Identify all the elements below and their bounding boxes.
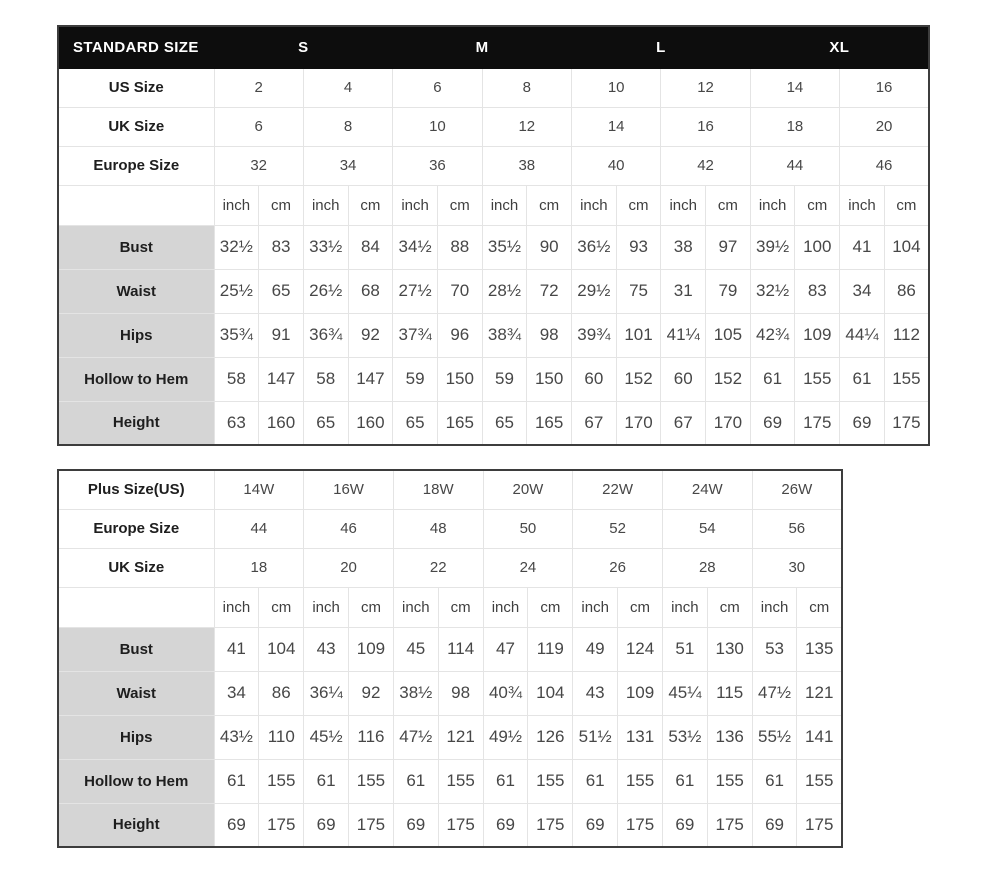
measure-row: [58, 759, 842, 803]
unit-label: cm: [618, 587, 663, 627]
measure-cell: 109: [795, 313, 840, 357]
measure-cell: 160: [259, 401, 304, 445]
measure-cell: 165: [527, 401, 572, 445]
measure-cell: 32½: [750, 269, 795, 313]
measure-cell: 61: [214, 759, 259, 803]
measure-cell: 165: [437, 401, 482, 445]
size-cell: 4: [303, 68, 392, 107]
measure-row: [58, 671, 842, 715]
measure-cell: 136: [707, 715, 752, 759]
measure-cell: 35½: [482, 225, 527, 269]
measure-cell: 86: [884, 269, 929, 313]
plus-size-table: [57, 469, 990, 848]
measure-row: [58, 313, 929, 357]
unit-label: cm: [438, 587, 483, 627]
size-cell: 8: [303, 107, 392, 146]
size-cell: 26: [573, 548, 663, 587]
size-cell: 10: [393, 107, 482, 146]
measure-cell: 175: [438, 803, 483, 847]
measure-cell: 175: [795, 401, 840, 445]
row-label: UK Size: [58, 548, 214, 587]
row-label: Bust: [58, 627, 214, 671]
measure-cell: 43: [573, 671, 618, 715]
measure-cell: 69: [662, 803, 707, 847]
size-cell: 16W: [304, 470, 394, 509]
measure-cell: 69: [752, 803, 797, 847]
size-cell: 14W: [214, 470, 304, 509]
measure-cell: 105: [706, 313, 751, 357]
empty-corner-cell: [58, 587, 214, 627]
size-cell: 20: [304, 548, 394, 587]
measure-cell: 100: [795, 225, 840, 269]
measure-cell: 91: [259, 313, 304, 357]
measure-cell: 104: [528, 671, 573, 715]
measure-cell: 98: [438, 671, 483, 715]
measure-cell: 26½: [303, 269, 348, 313]
measure-cell: 40¾: [483, 671, 528, 715]
size-row: [58, 470, 842, 509]
row-label: Height: [58, 401, 214, 445]
measure-cell: 28½: [482, 269, 527, 313]
row-label: UK Size: [58, 107, 214, 146]
measure-cell: 150: [437, 357, 482, 401]
measure-cell: 59: [482, 357, 527, 401]
size-cell: 46: [304, 509, 394, 548]
measure-cell: 36½: [572, 225, 617, 269]
measure-row: [58, 401, 929, 445]
measure-cell: 155: [349, 759, 394, 803]
size-cell: 30: [752, 548, 842, 587]
size-cell: 20: [840, 107, 929, 146]
measure-cell: 27½: [393, 269, 438, 313]
unit-label: cm: [795, 185, 840, 225]
measure-cell: 69: [573, 803, 618, 847]
unit-label: inch: [573, 587, 618, 627]
row-label: US Size: [58, 68, 214, 107]
measure-cell: 124: [618, 627, 663, 671]
measure-row: [58, 627, 842, 671]
measure-cell: 155: [795, 357, 840, 401]
measure-cell: 175: [259, 803, 304, 847]
measure-cell: 65: [393, 401, 438, 445]
measure-cell: 51: [662, 627, 707, 671]
table-title: STANDARD SIZE: [58, 26, 214, 68]
measure-cell: 141: [797, 715, 842, 759]
measure-cell: 109: [349, 627, 394, 671]
measure-cell: 175: [884, 401, 929, 445]
size-cell: 12: [482, 107, 571, 146]
measure-cell: 69: [750, 401, 795, 445]
measure-cell: 68: [348, 269, 393, 313]
size-cell: 22W: [573, 470, 663, 509]
unit-label: cm: [348, 185, 393, 225]
row-label: Hollow to Hem: [58, 357, 214, 401]
size-cell: 28: [662, 548, 752, 587]
measure-cell: 150: [527, 357, 572, 401]
measure-cell: 44¼: [840, 313, 885, 357]
size-cell: 44: [750, 146, 839, 185]
measure-cell: 47: [483, 627, 528, 671]
row-label: Waist: [58, 269, 214, 313]
unit-label: inch: [483, 587, 528, 627]
size-cell: 2: [214, 68, 303, 107]
measure-cell: 49: [573, 627, 618, 671]
size-cell: 6: [393, 68, 482, 107]
measure-row: [58, 357, 929, 401]
size-row: [58, 146, 929, 185]
size-cell: 52: [573, 509, 663, 548]
measure-cell: 69: [483, 803, 528, 847]
unit-label: cm: [706, 185, 751, 225]
measure-cell: 61: [573, 759, 618, 803]
unit-label: inch: [662, 587, 707, 627]
measure-cell: 155: [259, 759, 304, 803]
size-cell: 18W: [393, 470, 483, 509]
measure-cell: 152: [706, 357, 751, 401]
measure-cell: 104: [259, 627, 304, 671]
measure-cell: 69: [214, 803, 259, 847]
measure-cell: 61: [304, 759, 349, 803]
measure-cell: 152: [616, 357, 661, 401]
size-cell: 44: [214, 509, 304, 548]
measure-cell: 115: [707, 671, 752, 715]
size-cell: 38: [482, 146, 571, 185]
measure-cell: 175: [797, 803, 842, 847]
row-label: Hips: [58, 313, 214, 357]
measure-cell: 69: [840, 401, 885, 445]
size-cell: 54: [662, 509, 752, 548]
measure-cell: 175: [349, 803, 394, 847]
measure-cell: 97: [706, 225, 751, 269]
size-cell: 50: [483, 509, 573, 548]
row-label: Plus Size(US): [58, 470, 214, 509]
measure-cell: 101: [616, 313, 661, 357]
measure-cell: 114: [438, 627, 483, 671]
measure-cell: 37¾: [393, 313, 438, 357]
measure-cell: 53: [752, 627, 797, 671]
size-row: [58, 509, 842, 548]
measure-cell: 42¾: [750, 313, 795, 357]
size-cell: 14: [750, 68, 839, 107]
measure-cell: 41: [840, 225, 885, 269]
measure-cell: 86: [259, 671, 304, 715]
measure-cell: 45: [393, 627, 438, 671]
measure-cell: 38: [661, 225, 706, 269]
measure-cell: 75: [616, 269, 661, 313]
size-cell: 32: [214, 146, 303, 185]
measure-cell: 72: [527, 269, 572, 313]
measure-cell: 34½: [393, 225, 438, 269]
unit-label: cm: [797, 587, 842, 627]
unit-label: cm: [437, 185, 482, 225]
unit-label: cm: [616, 185, 661, 225]
measure-cell: 39¾: [572, 313, 617, 357]
measure-cell: 175: [618, 803, 663, 847]
measure-cell: 160: [348, 401, 393, 445]
measure-cell: 131: [618, 715, 663, 759]
measure-cell: 49½: [483, 715, 528, 759]
measure-cell: 38½: [393, 671, 438, 715]
measure-cell: 67: [661, 401, 706, 445]
size-cell: 56: [752, 509, 842, 548]
measure-cell: 121: [438, 715, 483, 759]
unit-label: inch: [750, 185, 795, 225]
size-cell: 16: [661, 107, 750, 146]
measure-cell: 83: [259, 225, 304, 269]
measure-cell: 58: [303, 357, 348, 401]
measure-cell: 51½: [573, 715, 618, 759]
measure-cell: 60: [661, 357, 706, 401]
unit-label: inch: [572, 185, 617, 225]
measure-cell: 69: [393, 803, 438, 847]
measure-cell: 83: [795, 269, 840, 313]
size-group-header: L: [572, 26, 751, 68]
measure-cell: 35¾: [214, 313, 259, 357]
unit-label: inch: [304, 587, 349, 627]
unit-label: inch: [393, 587, 438, 627]
row-label: Height: [58, 803, 214, 847]
unit-label: inch: [393, 185, 438, 225]
measure-cell: 109: [618, 671, 663, 715]
unit-row: [58, 587, 842, 627]
measure-row: [58, 803, 842, 847]
measure-cell: 155: [618, 759, 663, 803]
unit-label: cm: [527, 185, 572, 225]
empty-corner-cell: [58, 185, 214, 225]
unit-label: cm: [884, 185, 929, 225]
measure-cell: 135: [797, 627, 842, 671]
measure-cell: 155: [707, 759, 752, 803]
row-label: Waist: [58, 671, 214, 715]
size-cell: 22: [393, 548, 483, 587]
size-cell: 42: [661, 146, 750, 185]
measure-row: [58, 225, 929, 269]
measure-cell: 47½: [752, 671, 797, 715]
size-cell: 34: [303, 146, 392, 185]
size-group-header: XL: [750, 26, 929, 68]
measure-cell: 61: [483, 759, 528, 803]
measure-cell: 155: [884, 357, 929, 401]
measure-cell: 47½: [393, 715, 438, 759]
measure-cell: 121: [797, 671, 842, 715]
size-cell: 36: [393, 146, 482, 185]
measure-cell: 69: [304, 803, 349, 847]
measure-cell: 155: [438, 759, 483, 803]
measure-cell: 110: [259, 715, 304, 759]
measure-cell: 90: [527, 225, 572, 269]
unit-label: inch: [482, 185, 527, 225]
measure-cell: 39½: [750, 225, 795, 269]
measure-cell: 112: [884, 313, 929, 357]
measure-cell: 38¾: [482, 313, 527, 357]
size-cell: 26W: [752, 470, 842, 509]
measure-cell: 175: [707, 803, 752, 847]
unit-row: [58, 185, 929, 225]
measure-cell: 61: [393, 759, 438, 803]
unit-label: inch: [661, 185, 706, 225]
measure-cell: 155: [797, 759, 842, 803]
measure-cell: 65: [303, 401, 348, 445]
size-cell: 24: [483, 548, 573, 587]
measure-cell: 41¼: [661, 313, 706, 357]
measure-cell: 67: [572, 401, 617, 445]
measure-cell: 59: [393, 357, 438, 401]
measure-cell: 96: [437, 313, 482, 357]
measure-cell: 155: [528, 759, 573, 803]
measure-cell: 34: [214, 671, 259, 715]
size-cell: 18: [750, 107, 839, 146]
measure-cell: 79: [706, 269, 751, 313]
measure-cell: 36¼: [304, 671, 349, 715]
size-cell: 16: [840, 68, 929, 107]
measure-cell: 58: [214, 357, 259, 401]
unit-label: inch: [214, 587, 259, 627]
size-cell: 40: [572, 146, 661, 185]
measure-cell: 33½: [303, 225, 348, 269]
measure-cell: 104: [884, 225, 929, 269]
measure-cell: 43: [304, 627, 349, 671]
unit-label: cm: [259, 587, 304, 627]
row-label: Hollow to Hem: [58, 759, 214, 803]
measure-cell: 98: [527, 313, 572, 357]
row-label: Bust: [58, 225, 214, 269]
measure-cell: 41: [214, 627, 259, 671]
plus-size-table-grid: [57, 469, 843, 848]
measure-cell: 55½: [752, 715, 797, 759]
unit-label: cm: [528, 587, 573, 627]
measure-cell: 60: [572, 357, 617, 401]
size-cell: 46: [840, 146, 929, 185]
size-cell: 12: [661, 68, 750, 107]
measure-cell: 116: [349, 715, 394, 759]
size-row: [58, 548, 842, 587]
unit-label: inch: [214, 185, 259, 225]
measure-cell: 93: [616, 225, 661, 269]
size-cell: 18: [214, 548, 304, 587]
measure-cell: 53½: [662, 715, 707, 759]
measure-cell: 175: [528, 803, 573, 847]
standard-size-table: [57, 25, 990, 446]
measure-cell: 43½: [214, 715, 259, 759]
size-cell: 8: [482, 68, 571, 107]
size-group-header: M: [393, 26, 572, 68]
measure-cell: 147: [348, 357, 393, 401]
size-group-header: S: [214, 26, 393, 68]
measure-cell: 92: [349, 671, 394, 715]
measure-cell: 65: [482, 401, 527, 445]
measure-cell: 126: [528, 715, 573, 759]
measure-cell: 61: [662, 759, 707, 803]
measure-cell: 45¼: [662, 671, 707, 715]
size-cell: 20W: [483, 470, 573, 509]
measure-cell: 29½: [572, 269, 617, 313]
unit-label: inch: [303, 185, 348, 225]
unit-label: inch: [840, 185, 885, 225]
size-cell: 48: [393, 509, 483, 548]
measure-cell: 25½: [214, 269, 259, 313]
measure-cell: 70: [437, 269, 482, 313]
row-label: Europe Size: [58, 509, 214, 548]
measure-cell: 92: [348, 313, 393, 357]
measure-row: [58, 269, 929, 313]
unit-label: cm: [349, 587, 394, 627]
measure-cell: 32½: [214, 225, 259, 269]
measure-cell: 170: [706, 401, 751, 445]
table-header-row: [58, 26, 929, 68]
size-cell: 14: [572, 107, 661, 146]
measure-cell: 61: [840, 357, 885, 401]
unit-label: cm: [707, 587, 752, 627]
unit-label: inch: [752, 587, 797, 627]
measure-cell: 31: [661, 269, 706, 313]
measure-cell: 63: [214, 401, 259, 445]
measure-cell: 147: [259, 357, 304, 401]
measure-cell: 170: [616, 401, 661, 445]
standard-size-table-grid: [57, 25, 930, 446]
measure-cell: 130: [707, 627, 752, 671]
measure-cell: 45½: [304, 715, 349, 759]
measure-cell: 34: [840, 269, 885, 313]
measure-cell: 61: [752, 759, 797, 803]
measure-cell: 65: [259, 269, 304, 313]
measure-cell: 88: [437, 225, 482, 269]
size-cell: 24W: [662, 470, 752, 509]
size-cell: 6: [214, 107, 303, 146]
measure-cell: 36¾: [303, 313, 348, 357]
size-cell: 10: [572, 68, 661, 107]
row-label: Europe Size: [58, 146, 214, 185]
unit-label: cm: [259, 185, 304, 225]
measure-cell: 61: [750, 357, 795, 401]
measure-row: [58, 715, 842, 759]
row-label: Hips: [58, 715, 214, 759]
size-row: [58, 68, 929, 107]
size-row: [58, 107, 929, 146]
measure-cell: 119: [528, 627, 573, 671]
measure-cell: 84: [348, 225, 393, 269]
